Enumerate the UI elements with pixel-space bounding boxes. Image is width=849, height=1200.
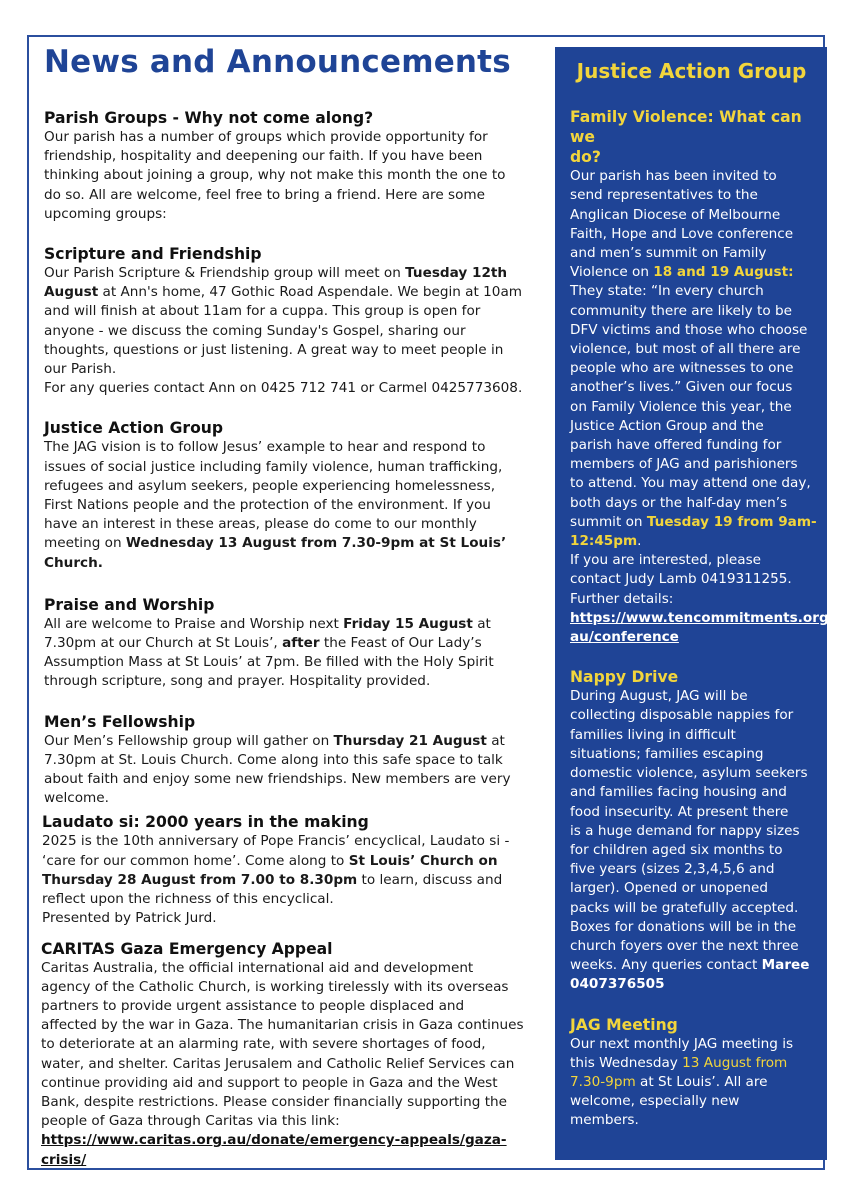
date-highlight: 13 August from <box>682 1054 788 1071</box>
laudato-body <box>42 832 549 928</box>
body-line <box>44 534 549 553</box>
body-line: both days or the half-day men’s <box>570 494 788 511</box>
body-line: continue providing aid and support to people in Gaza and the West <box>41 1074 498 1091</box>
body-line: anyone - we discuss the coming Sunday's Gospel, sharing our <box>44 322 466 339</box>
text-run: to learn, discuss and <box>357 871 503 888</box>
body-line: members of JAG and parishioners <box>570 456 798 473</box>
body-line <box>41 1131 549 1169</box>
text-run: meeting on <box>44 535 126 552</box>
text-run: at <box>472 615 491 632</box>
body-line: people of Gaza through Caritas via this link: <box>41 1113 340 1130</box>
body-line: and families facing housing and <box>570 784 787 801</box>
body-line: members. <box>570 1112 639 1129</box>
praise-heading: Praise and Worship <box>44 595 215 614</box>
body-line: do so. All are welcome, feel free to bring a friend. Here are some <box>44 186 486 203</box>
body-line: Our parish has a number of groups which provide opportunity for <box>44 129 488 145</box>
body-line: and will finish at about 11am for a cuppa. This group is open for <box>44 303 481 320</box>
body-line: agency of the Catholic Church, is working tirelessly with its overseas <box>41 978 509 995</box>
body-line: DFV victims and those who choose <box>570 321 808 338</box>
sidebar-title: Justice Action Group <box>576 59 807 83</box>
body-line <box>570 956 821 975</box>
body-line: thinking about joining a group, why not make this month the one to <box>44 167 506 184</box>
body-line <box>570 532 821 551</box>
mens-section <box>44 712 549 809</box>
body-line: 2025 is the 10th anniversary of Pope Francis’ encyclical, Laudato si - <box>42 833 510 850</box>
body-line: Anglican Diocese of Melbourne <box>570 206 781 223</box>
text-run: Violence on <box>570 264 654 281</box>
body-line: on Family Violence this year, the <box>570 398 792 415</box>
body-line: Faith, Hope and Love conference <box>570 225 794 242</box>
link-line: https://www.tencommitments.org. <box>570 609 834 626</box>
body-line: to attend. You may attend one day, <box>570 475 811 492</box>
jag-body <box>44 438 549 572</box>
body-line: community there are likely to be <box>570 302 792 319</box>
emphasis: after <box>282 635 320 652</box>
date-highlight: 12:45pm <box>570 533 638 550</box>
body-line: five years (sizes 2,3,4,5,6 and <box>570 861 775 878</box>
text-run: summit on <box>570 513 647 530</box>
body-line: contact Judy Lamb 0419311255. <box>570 571 792 588</box>
body-line: is a huge demand for nappy sizes <box>570 822 800 839</box>
nappy-drive-heading: Nappy Drive <box>570 668 679 687</box>
text-run: Our Men’s Fellowship group will gather on <box>44 732 334 749</box>
body-line: Justice Action Group and the <box>570 417 764 434</box>
body-line <box>570 513 821 532</box>
laudato-section <box>42 812 549 928</box>
text-run: 7.30pm at our Church at St Louis’, <box>44 635 283 652</box>
text-run: at St Louis’. All are <box>635 1073 768 1090</box>
conference-link[interactable] <box>570 609 834 647</box>
body-line <box>42 871 549 890</box>
body-line: have an interest in these areas, please do come to our monthly <box>44 516 477 533</box>
jag-meeting-heading: JAG Meeting <box>570 1015 678 1034</box>
body-line: reflect upon the richness of this encyclical. <box>42 891 334 908</box>
body-line <box>570 1054 821 1073</box>
heading-line: do? <box>570 148 601 167</box>
body-line: upcoming groups: <box>44 205 167 222</box>
body-line: through scripture, song and prayer. Hospitality provided. <box>44 673 431 690</box>
parish-groups-body <box>44 128 549 224</box>
date-highlight: Wednesday 13 August from 7.30-9pm at St Louis’ <box>125 535 507 552</box>
body-line: parish have offered funding for <box>570 437 782 454</box>
body-line <box>570 263 821 282</box>
body-line: The JAG vision is to follow Jesus’ example to hear and respond to <box>44 439 486 456</box>
body-line: larger). Opened or unopened <box>570 880 768 897</box>
body-line: Boxes for donations will be in the <box>570 918 797 935</box>
body-line <box>44 634 549 653</box>
body-line: For any queries contact Ann on 0425 712 741 or Carmel 0425773608. <box>44 380 523 397</box>
body-line: church foyers over the next three <box>570 937 799 954</box>
body-line <box>570 1073 821 1092</box>
body-line: They state: “In every church <box>570 283 764 300</box>
body-line: partners to provide urgent assistance to people displaced and <box>41 997 465 1014</box>
body-line: thoughts, questions or just listening. A great way to meet people in <box>44 341 504 358</box>
scripture-section <box>44 244 549 398</box>
body-line: our Parish. <box>44 361 117 378</box>
body-line: another’s lives.” Given our focus <box>570 379 793 396</box>
body-line: families living in difficult <box>570 726 736 743</box>
body-line: welcome. <box>44 790 109 807</box>
body-line <box>44 264 549 283</box>
body-line: food insecurity. At present there <box>570 803 789 820</box>
scripture-body <box>44 264 549 398</box>
date-highlight: August <box>44 284 99 301</box>
caritas-donate-link[interactable]: https://www.caritas.org.au/donate/emergency-appeals/gaza-crisis/ <box>41 1132 507 1168</box>
praise-section <box>44 595 549 692</box>
body-line <box>44 732 549 751</box>
text-run: ‘care for our common home’. Come along to <box>42 852 349 869</box>
text-run: weeks. Any queries contact <box>570 957 762 974</box>
text-run: Our Parish Scripture & Friendship group will meet on <box>44 265 406 282</box>
body-line: Bank, despite restrictions. Please consider financially supporting the <box>41 1093 508 1110</box>
contact-phone: 0407376505 <box>570 976 665 993</box>
date-highlight: Friday 15 August <box>343 615 473 632</box>
family-violence-body <box>570 167 834 647</box>
body-line: refugees and asylum seekers, people experiencing homelessness, <box>44 477 496 494</box>
date-highlight: 18 and 19 August: <box>653 264 794 281</box>
text-run: at <box>486 732 505 749</box>
mens-body <box>44 732 549 809</box>
body-line: people who are witnesses to one <box>570 360 794 377</box>
text-run: at Ann's home, 47 Gothic Road Aspendale. We begin at 10am <box>98 284 523 301</box>
heading-line: Family Violence: What can we <box>570 108 802 147</box>
body-line: friendship, hospitality and deepening our faith. If you have been <box>44 148 483 165</box>
body-line: During August, JAG will be <box>570 688 748 705</box>
date-highlight: 7.30-9pm <box>570 1073 636 1090</box>
laudato-heading: Laudato si: 2000 years in the making <box>42 813 369 832</box>
contact-name: Maree <box>761 957 810 974</box>
text-run: this Wednesday <box>570 1054 683 1071</box>
body-line: Our next monthly JAG meeting is <box>570 1035 794 1052</box>
body-line <box>44 615 549 634</box>
mens-heading: Men’s Fellowship <box>44 712 196 731</box>
emphasis: St Louis’ Church on <box>348 852 498 869</box>
nappy-drive-section <box>570 667 821 994</box>
body-line: affected by the war in Gaza. The humanitarian crisis in Gaza continues <box>41 1017 524 1034</box>
link-line: au/conference <box>570 629 679 646</box>
date-highlight: Church. <box>44 554 103 571</box>
parish-groups-section <box>44 108 549 224</box>
caritas-section <box>41 939 549 1170</box>
body-line <box>44 554 549 573</box>
justice-action-group-sidebar <box>555 47 834 1160</box>
jag-heading: Justice Action Group <box>44 419 224 438</box>
body-line: Our parish has been invited to <box>570 168 777 185</box>
body-line: and men’s summit on Family <box>570 245 767 262</box>
date-highlight: Thursday 28 August from 7.00 to 8.30pm <box>42 871 358 888</box>
text-run: . <box>637 533 642 550</box>
text-run: All are welcome to Praise and Worship next <box>44 615 344 632</box>
body-line: First Nations people and the protection of the environment. If you <box>44 497 491 514</box>
body-line: welcome, especially new <box>570 1093 740 1110</box>
body-line: 7.30pm at St. Louis Church. Come along into this safe space to talk <box>44 751 503 768</box>
body-line: for children aged six months to <box>570 841 783 858</box>
body-line: If you are interested, please <box>570 552 762 569</box>
body-line: domestic violence, asylum seekers <box>570 765 808 782</box>
body-line: Presented by Patrick Jurd. <box>42 910 217 927</box>
body-line: violence, but most of all there are <box>570 341 801 358</box>
body-line <box>570 975 821 994</box>
nappy-drive-body <box>570 687 821 994</box>
body-line: situations; families escaping <box>570 745 764 762</box>
announcements-column <box>41 108 549 1170</box>
caritas-heading: CARITAS Gaza Emergency Appeal <box>41 939 333 958</box>
body-line: about faith and enjoy some new friendships. New members are very <box>44 771 511 788</box>
body-line: packs will be gratefully accepted. <box>570 899 799 916</box>
jag-meeting-body <box>570 1035 821 1131</box>
body-line: to deteriorate at an alarming rate, with severe shortages of food, <box>41 1036 486 1053</box>
body-line: Assumption Mass at St Louis’ at 7pm. Be filled with the Holy Spirit <box>44 654 494 671</box>
date-highlight: Tuesday 12th <box>405 265 508 282</box>
caritas-body <box>41 959 549 1170</box>
body-line <box>44 283 549 302</box>
date-highlight: Tuesday 19 from 9am- <box>646 513 817 530</box>
date-highlight: Thursday 21 August <box>333 732 487 749</box>
text-run: the Feast of Our Lady’s <box>319 635 482 652</box>
body-line: send representatives to the <box>570 187 758 204</box>
body-line: Caritas Australia, the official international aid and development <box>41 959 474 976</box>
parish-groups-heading: Parish Groups - Why not come along? <box>44 109 374 127</box>
scripture-heading: Scripture and Friendship <box>44 245 262 264</box>
jag-meeting-section <box>570 1015 821 1131</box>
body-line <box>42 852 549 871</box>
family-violence-heading <box>570 107 821 167</box>
family-violence-section <box>570 107 834 647</box>
body-line: collecting disposable nappies for <box>570 707 794 724</box>
page-title: News and Announcements <box>44 44 511 80</box>
jag-section <box>44 418 549 572</box>
body-line: water, and shelter. Caritas Jerusalem and Catholic Relief Services can <box>41 1055 515 1072</box>
body-line: issues of social justice including family violence, human trafficking, <box>44 458 503 475</box>
praise-body <box>44 615 549 692</box>
body-line: Further details: <box>570 590 674 607</box>
